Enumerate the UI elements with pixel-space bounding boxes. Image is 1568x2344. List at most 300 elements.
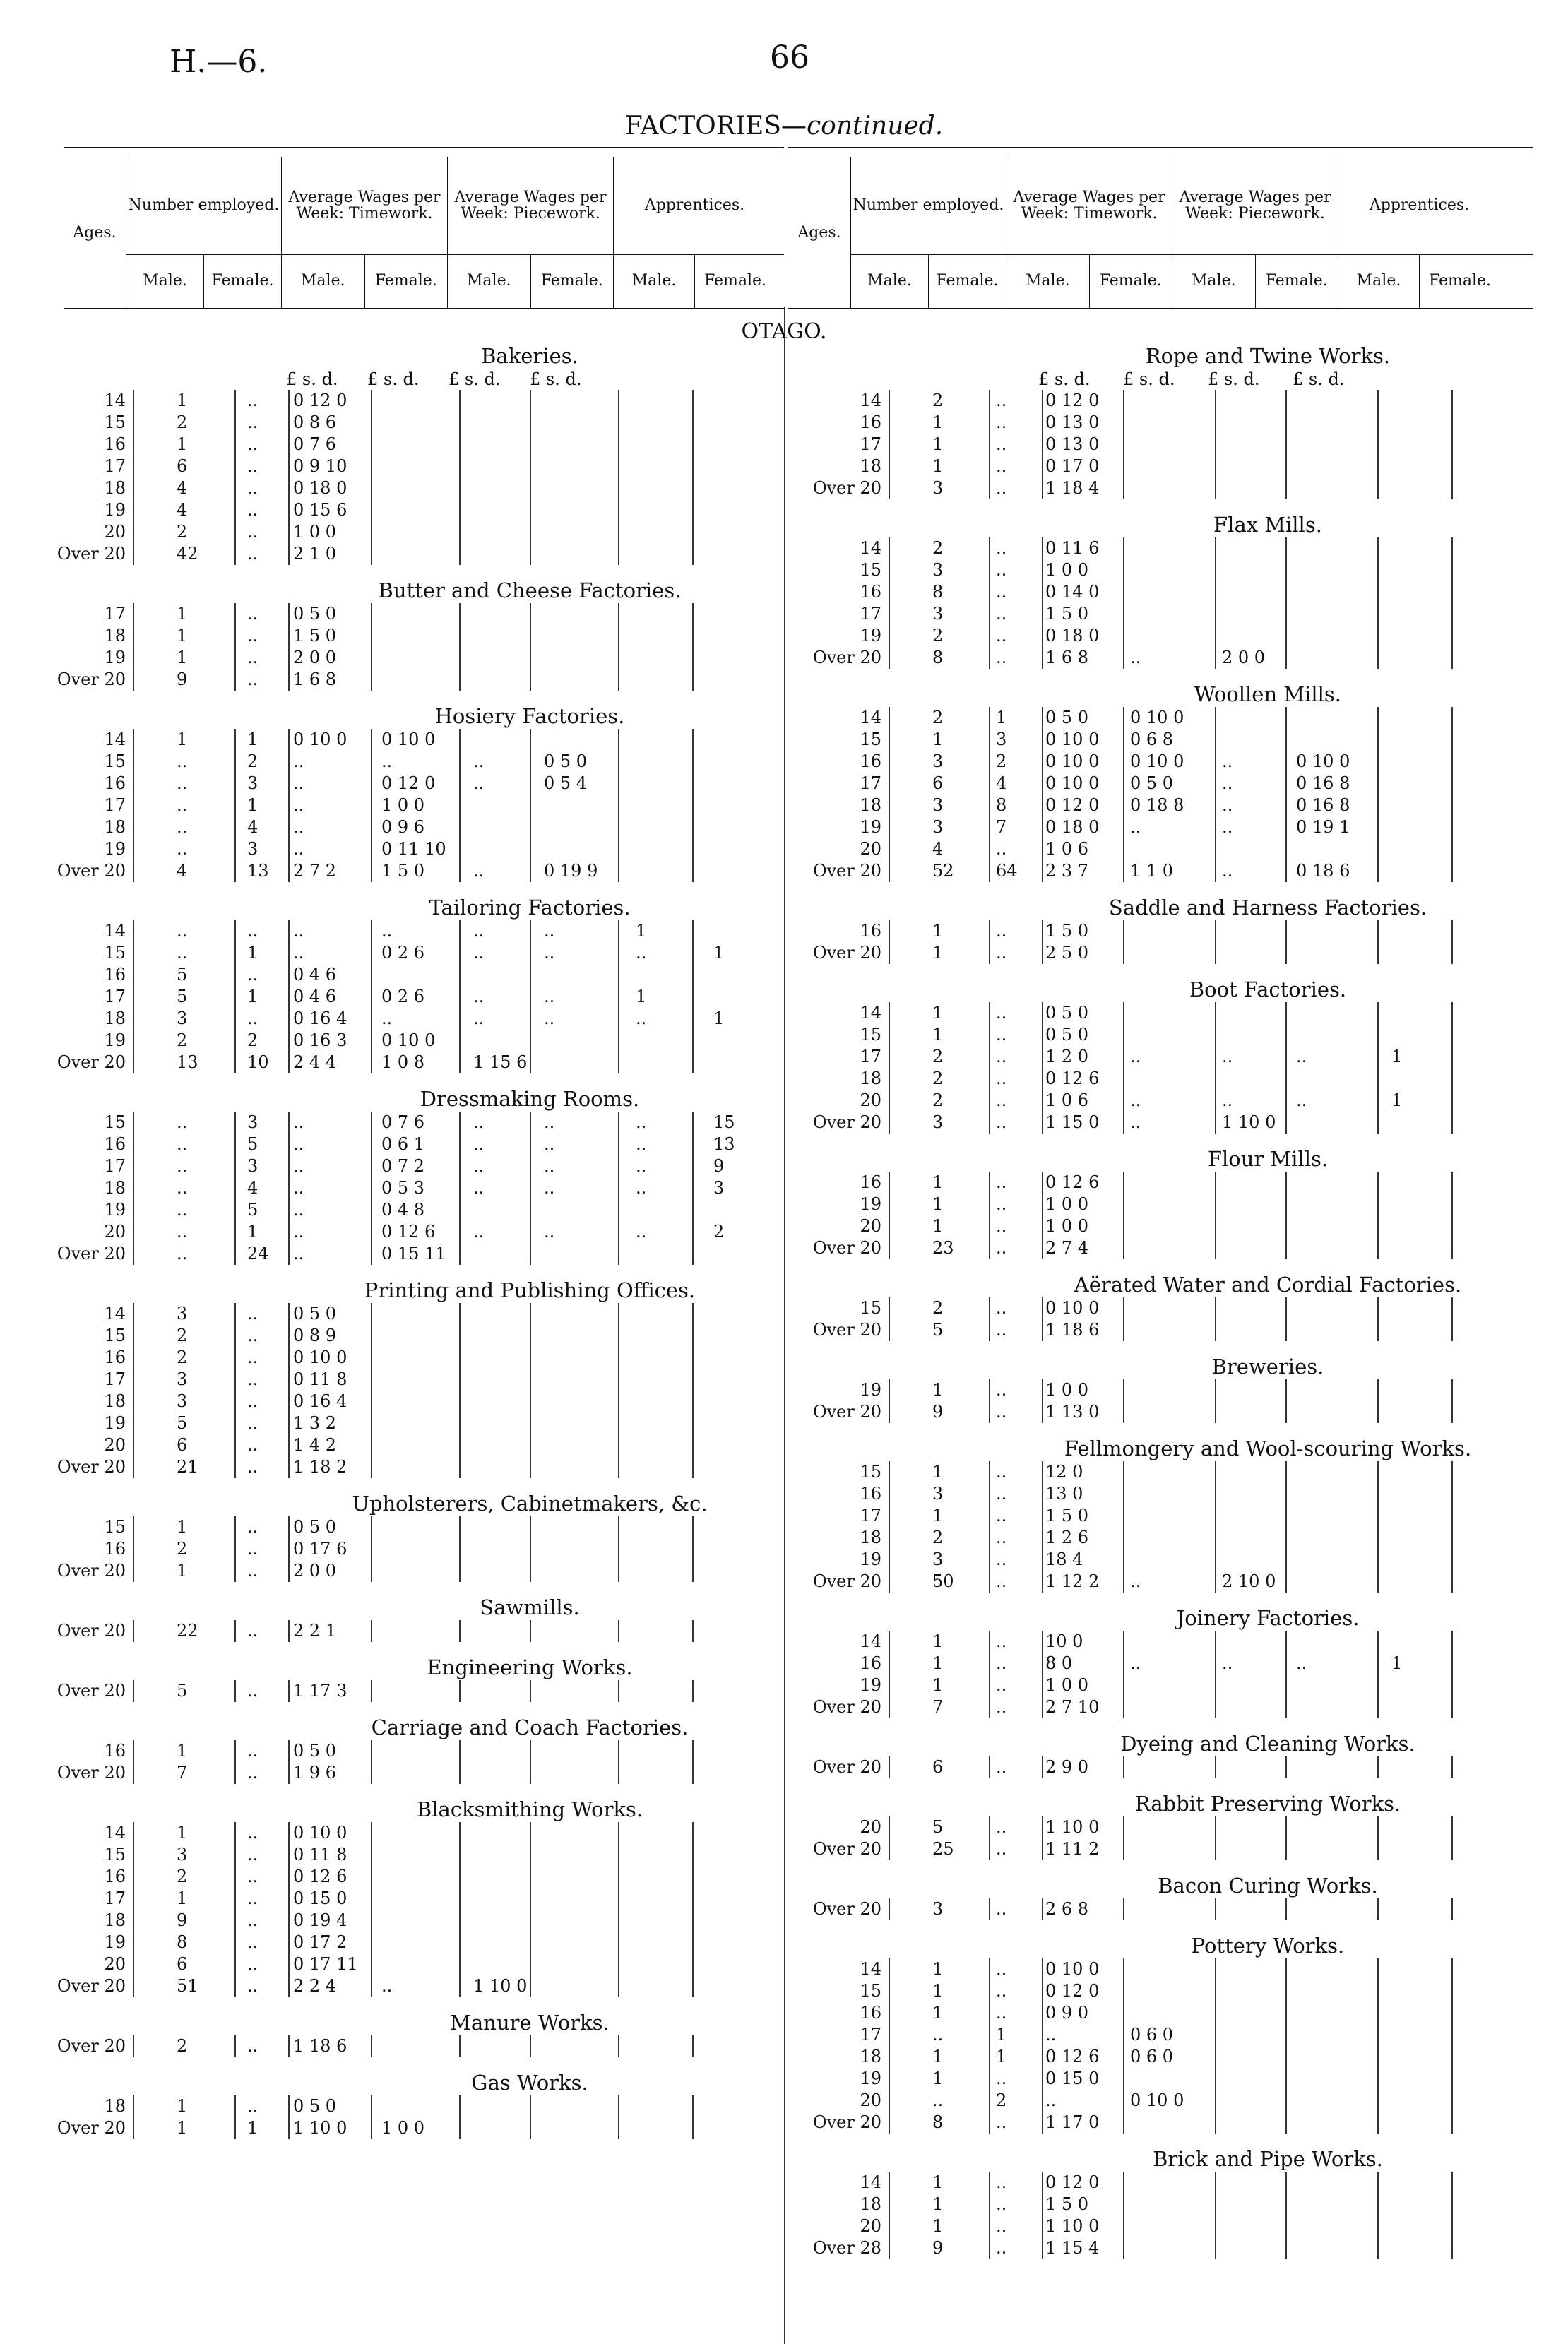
- age: 14: [104, 1823, 126, 1843]
- age: 14: [860, 708, 881, 727]
- female-count: ..: [247, 456, 259, 476]
- rule: [1123, 1958, 1124, 2134]
- section: [791, 1259, 1540, 1341]
- male-count: 4: [177, 500, 188, 520]
- rule: [1042, 707, 1043, 882]
- rule: [234, 2095, 236, 2139]
- section: [49, 565, 777, 691]
- rule: [1042, 1898, 1043, 1920]
- male-timework: 0 8 9: [293, 1326, 337, 1345]
- section: [791, 669, 1540, 882]
- female-count: 24: [247, 1244, 269, 1263]
- age: 20: [860, 1090, 881, 1110]
- table-row: [49, 1456, 777, 1478]
- age: 16: [104, 434, 126, 454]
- female-piecework: 0 16 8: [1296, 773, 1350, 793]
- rule: [1123, 1379, 1124, 1423]
- male-count: 1: [932, 456, 944, 476]
- female-count: ..: [996, 1380, 1007, 1400]
- male-piecework: ..: [1222, 795, 1233, 815]
- age: 18: [860, 1528, 881, 1547]
- table-row: [791, 390, 1540, 412]
- section-title: Joinery Factories.: [1176, 1606, 1360, 1630]
- male-timework: 2 6 8: [1045, 1899, 1089, 1919]
- male-timework: 0 10 0: [1045, 1298, 1100, 1318]
- male-timework: 1 4 2: [293, 1435, 337, 1455]
- rule: [459, 920, 461, 1073]
- spacer: [49, 882, 777, 895]
- age: 20: [104, 1435, 126, 1455]
- rule: [530, 1822, 531, 1997]
- female-count: 8: [996, 795, 1007, 815]
- rule: [1377, 1898, 1379, 1920]
- male-count: 23: [932, 1238, 954, 1258]
- female-count: ..: [996, 1631, 1007, 1651]
- number-employed-header: Number employed.: [850, 157, 1006, 254]
- rows-block: [49, 1822, 777, 1997]
- male-piecework: ..: [473, 921, 485, 941]
- age: 14: [104, 1304, 126, 1323]
- section: [49, 1642, 777, 1702]
- table-row: [791, 1002, 1540, 1024]
- rule: [1123, 707, 1124, 882]
- table-row: [49, 1620, 777, 1642]
- female-piecework: 0 16 8: [1296, 795, 1350, 815]
- rule: [234, 1822, 236, 1997]
- male-timework: 0 12 6: [1045, 1172, 1100, 1192]
- male-count: 1: [177, 1517, 188, 1537]
- section: [791, 1341, 1540, 1423]
- female-count: 13: [247, 861, 269, 881]
- male-count: 3: [932, 1549, 944, 1569]
- rule: [889, 537, 890, 669]
- male-count: 6: [177, 1954, 188, 1974]
- male-timework: 1 18 6: [293, 2036, 348, 2056]
- rows-block: [791, 920, 1540, 964]
- rule: [1123, 1002, 1124, 1134]
- male-count: 1: [932, 1172, 944, 1192]
- male-timework: 1 10 0: [1045, 1817, 1100, 1837]
- male-header: Male.: [447, 254, 530, 308]
- female-count: ..: [996, 1320, 1007, 1340]
- age: Over 20: [812, 1320, 881, 1340]
- table-row: [791, 1505, 1540, 1527]
- male-timework: 1 15 0: [1045, 1112, 1100, 1132]
- female-timework: 0 2 6: [381, 943, 425, 963]
- rule: [234, 390, 236, 565]
- table-row: [49, 1177, 777, 1199]
- rule: [618, 1680, 619, 1702]
- female-count: ..: [996, 538, 1007, 558]
- spacer: [49, 1784, 777, 1797]
- spacer: [791, 669, 1540, 682]
- table-row: [49, 816, 777, 838]
- male-piecework: ..: [1222, 817, 1233, 837]
- rule: [1042, 1002, 1043, 1134]
- male-timework: ..: [293, 795, 304, 815]
- table-row: [791, 412, 1540, 434]
- spacer: [791, 2134, 1540, 2146]
- rule: [371, 2035, 372, 2057]
- header-sex-row: [850, 254, 1533, 308]
- section: [791, 1134, 1540, 1259]
- male-count: 21: [177, 1457, 198, 1477]
- age: 14: [104, 730, 126, 749]
- male-timework: 0 5 0: [293, 1517, 337, 1537]
- spacer: [791, 1341, 1540, 1354]
- rule: [133, 2095, 134, 2139]
- age: 16: [104, 1134, 126, 1154]
- age: 16: [104, 1741, 126, 1761]
- unit-label: £ s. d.: [1038, 369, 1091, 389]
- table-row: [49, 1030, 777, 1052]
- male-timework: 2 0 0: [293, 648, 337, 667]
- male-timework: 0 15 0: [293, 1888, 348, 1908]
- female-timework: 0 10 0: [1130, 751, 1184, 771]
- female-timework: 1 1 0: [1130, 861, 1174, 881]
- female-apprentices: 15: [713, 1112, 735, 1132]
- male-count: 8: [932, 582, 944, 602]
- table-row: [49, 1740, 777, 1762]
- rule: [989, 390, 990, 499]
- male-count: 1: [177, 1741, 188, 1761]
- table-row: [791, 1549, 1540, 1571]
- female-count: ..: [247, 1391, 259, 1411]
- male-timework: 2 7 2: [293, 861, 337, 881]
- male-apprentices: ..: [636, 1156, 647, 1176]
- female-piecework: ..: [544, 1178, 555, 1198]
- table-row: [791, 729, 1540, 751]
- age: 15: [104, 943, 126, 963]
- table-row: [791, 1631, 1540, 1653]
- female-timework: 0 4 8: [381, 1200, 425, 1220]
- rule: [1123, 1816, 1124, 1860]
- female-piecework: ..: [544, 921, 555, 941]
- age: Over 20: [812, 1839, 881, 1859]
- male-count: 25: [932, 1839, 954, 1859]
- female-apprentices: 1: [713, 943, 725, 963]
- table-row: [791, 1898, 1540, 1920]
- rule: [234, 920, 236, 1073]
- male-count: ..: [177, 921, 188, 941]
- age: 16: [104, 773, 126, 793]
- female-count: ..: [996, 1216, 1007, 1236]
- rule: [1285, 1631, 1287, 1718]
- rule: [618, 390, 619, 565]
- male-timework: 0 5 0: [1045, 1003, 1089, 1023]
- spacer: [49, 1642, 777, 1655]
- rule: [1042, 1297, 1043, 1341]
- page-code: H.—6.: [170, 44, 268, 80]
- male-count: 3: [177, 1391, 188, 1411]
- age: 19: [104, 500, 126, 520]
- female-timework: 1 0 8: [381, 1052, 425, 1072]
- section: [791, 1718, 1540, 1778]
- male-piecework: ..: [473, 1009, 485, 1028]
- section: [49, 1478, 777, 1582]
- rule: [1285, 537, 1287, 669]
- table-row: [49, 1538, 777, 1560]
- male-apprentices: ..: [636, 1009, 647, 1028]
- male-piecework: ..: [1222, 1090, 1233, 1110]
- rows-block: [49, 390, 777, 565]
- female-timework: ..: [381, 751, 393, 771]
- male-count: 1: [932, 921, 944, 941]
- age: Over 20: [812, 1402, 881, 1422]
- table-row: [791, 1046, 1540, 1068]
- male-timework: ..: [293, 751, 304, 771]
- male-count: 7: [177, 1763, 188, 1783]
- rule: [1377, 1631, 1379, 1718]
- rule: [234, 1680, 236, 1702]
- female-timework: 0 10 0: [381, 1030, 436, 1050]
- male-count: 3: [932, 1484, 944, 1504]
- male-piecework: 1 10 0: [1222, 1112, 1276, 1132]
- male-count: 4: [177, 478, 188, 498]
- male-timework: 1 0 0: [1045, 1216, 1089, 1236]
- table-row: [791, 942, 1540, 964]
- female-count: 2: [247, 1030, 259, 1050]
- male-count: 3: [932, 1112, 944, 1132]
- rule: [1377, 1379, 1379, 1423]
- table-row: [49, 477, 777, 499]
- rule: [1285, 707, 1287, 882]
- male-count: 2: [932, 1069, 944, 1088]
- female-apprentices: 1: [713, 1009, 725, 1028]
- female-count: 4: [247, 1178, 259, 1198]
- male-timework: 0 10 0: [293, 1823, 348, 1843]
- rule: [371, 1740, 372, 1784]
- rule: [889, 1297, 890, 1341]
- age: 15: [860, 1025, 881, 1045]
- male-count: 22: [177, 1621, 198, 1641]
- rule: [618, 920, 619, 1073]
- rule: [1377, 707, 1379, 882]
- rule: [989, 920, 990, 964]
- rule: [234, 2035, 236, 2057]
- female-count: ..: [996, 1675, 1007, 1695]
- age: 19: [860, 626, 881, 646]
- male-count: 2: [932, 391, 944, 410]
- male-timework: 1 18 4: [1045, 478, 1100, 498]
- male-apprentices: ..: [636, 1222, 647, 1242]
- male-count: 9: [177, 1910, 188, 1930]
- rows-block: [49, 920, 777, 1073]
- age: 20: [104, 1954, 126, 1974]
- female-count: ..: [247, 1435, 259, 1455]
- rule: [1042, 1379, 1043, 1423]
- female-count: ..: [996, 412, 1007, 432]
- female-count: 2: [996, 751, 1007, 771]
- age: 14: [860, 391, 881, 410]
- rule: [1451, 390, 1453, 499]
- male-count: 42: [177, 544, 198, 564]
- female-count: ..: [996, 604, 1007, 624]
- left-column: [49, 343, 777, 2139]
- male-count: ..: [177, 1134, 188, 1154]
- female-count: ..: [996, 1899, 1007, 1919]
- male-timework: 0 12 6: [1045, 2047, 1100, 2066]
- table-row: [49, 456, 777, 477]
- female-timework: 0 6 0: [1130, 2025, 1174, 2045]
- rule: [371, 1822, 372, 1997]
- rows-block: [791, 1002, 1540, 1134]
- rule: [889, 1756, 890, 1778]
- female-count: 64: [996, 861, 1018, 881]
- female-count: 3: [247, 839, 259, 859]
- female-timework: 1 0 0: [381, 795, 425, 815]
- female-header: Female.: [364, 254, 448, 308]
- table-row: [791, 773, 1540, 795]
- table-row: [791, 2090, 1540, 2112]
- female-count: 2: [996, 2090, 1007, 2110]
- female-count: ..: [247, 434, 259, 454]
- female-piecework: ..: [1296, 1653, 1307, 1673]
- male-count: 1: [932, 2194, 944, 2214]
- male-timework: 2 3 7: [1045, 861, 1089, 881]
- table-row: [791, 860, 1540, 882]
- rule: [1123, 390, 1124, 499]
- apprentices-header: Apprentices.: [1338, 157, 1500, 254]
- table-row: [791, 920, 1540, 942]
- rule: [1377, 2172, 1379, 2259]
- table-row: [49, 964, 777, 986]
- male-count: 6: [177, 1435, 188, 1455]
- rule: [1042, 1816, 1043, 1860]
- rule: [1377, 537, 1379, 669]
- rule: [618, 1822, 619, 1997]
- table-row: [49, 1155, 777, 1177]
- male-count: 2: [932, 708, 944, 727]
- rule: [889, 1172, 890, 1259]
- female-timework: 1 0 0: [381, 2118, 425, 2138]
- rule: [459, 1620, 461, 1642]
- male-apprentices: ..: [636, 943, 647, 963]
- male-piecework: ..: [473, 773, 485, 793]
- male-timework: 0 11 8: [293, 1845, 348, 1864]
- female-timework: ..: [1130, 1571, 1141, 1591]
- male-timework: 1 18 6: [1045, 1320, 1100, 1340]
- section: [49, 691, 777, 882]
- male-count: 1: [932, 434, 944, 454]
- male-timework: ..: [1045, 2090, 1057, 2110]
- table-row: [791, 751, 1540, 773]
- rule: [1215, 1958, 1216, 2134]
- rule: [1215, 1461, 1216, 1593]
- male-timework: 0 12 6: [1045, 1069, 1100, 1088]
- age: 17: [104, 1156, 126, 1176]
- male-count: 1: [932, 1981, 944, 2001]
- section-title: Breweries.: [1211, 1355, 1324, 1379]
- female-piecework: 0 19 9: [544, 861, 598, 881]
- rule: [1042, 1958, 1043, 2134]
- table-row: [49, 751, 777, 773]
- male-timework: 0 5 0: [293, 1741, 337, 1761]
- table-row: [791, 1571, 1540, 1593]
- rows-block: [791, 707, 1540, 882]
- rule: [133, 1740, 134, 1784]
- male-timework: 1 5 0: [1045, 1506, 1089, 1525]
- male-count: 3: [932, 478, 944, 498]
- rule: [1377, 390, 1379, 499]
- age: Over 20: [57, 1561, 126, 1581]
- age: Over 20: [57, 670, 126, 689]
- female-timework: ..: [1130, 1112, 1141, 1132]
- age: Over 20: [812, 861, 881, 881]
- male-timework: 0 9 0: [1045, 2003, 1089, 2023]
- female-count: 5: [247, 1134, 259, 1154]
- male-timework: 1 10 0: [1045, 2216, 1100, 2236]
- age: 18: [860, 456, 881, 476]
- female-count: ..: [247, 670, 259, 689]
- female-count: ..: [247, 544, 259, 564]
- rule: [288, 390, 290, 565]
- male-count: 5: [177, 987, 188, 1006]
- rule: [1042, 390, 1043, 499]
- rule: [1215, 1898, 1216, 1920]
- male-count: 1: [177, 391, 188, 410]
- male-timework: 1 11 2: [1045, 1839, 1100, 1859]
- table-row: [791, 647, 1540, 669]
- section-title: Carriage and Coach Factories.: [371, 1715, 689, 1739]
- rule: [459, 603, 461, 691]
- table-row: [49, 1134, 777, 1155]
- spacer: [49, 1997, 777, 2010]
- male-timework: 2 2 4: [293, 1976, 337, 1996]
- age: 17: [860, 604, 881, 624]
- male-count: ..: [177, 773, 188, 793]
- table-row: [791, 537, 1540, 559]
- male-apprentices: 1: [1391, 1047, 1403, 1066]
- male-timework: 0 10 0: [1045, 751, 1100, 771]
- female-count: ..: [247, 965, 259, 984]
- rule: [1451, 1297, 1453, 1341]
- age: 16: [860, 1172, 881, 1192]
- rule: [989, 707, 990, 882]
- rule: [1042, 537, 1043, 669]
- female-count: 1: [247, 2118, 259, 2138]
- table-row: [49, 1347, 777, 1369]
- section: [791, 882, 1540, 964]
- rule: [1285, 1898, 1287, 1920]
- rule: [530, 1516, 531, 1582]
- section-title: Engineering Works.: [427, 1655, 633, 1679]
- rule: [889, 1461, 890, 1593]
- male-piecework: ..: [473, 1112, 485, 1132]
- section: [49, 882, 777, 1073]
- male-timework: 0 11 6: [1045, 538, 1100, 558]
- male-timework: 0 10 0: [1045, 1959, 1100, 1979]
- rule: [133, 2035, 134, 2057]
- male-count: 1: [932, 1959, 944, 1979]
- male-header: Male.: [850, 254, 928, 308]
- female-count: ..: [996, 456, 1007, 476]
- male-timework: ..: [1045, 2025, 1057, 2045]
- spacer: [791, 1423, 1540, 1436]
- table-row: [791, 1237, 1540, 1259]
- rows-block: [49, 2035, 777, 2057]
- female-count: ..: [996, 1757, 1007, 1777]
- female-count: ..: [996, 1238, 1007, 1258]
- female-header: Female.: [694, 254, 776, 308]
- age: 16: [860, 1484, 881, 1504]
- rule: [288, 1620, 290, 1642]
- spacer: [791, 964, 1540, 977]
- female-count: ..: [996, 1047, 1007, 1066]
- rule: [371, 1620, 372, 1642]
- rule: [1215, 390, 1216, 499]
- age: 19: [104, 1932, 126, 1952]
